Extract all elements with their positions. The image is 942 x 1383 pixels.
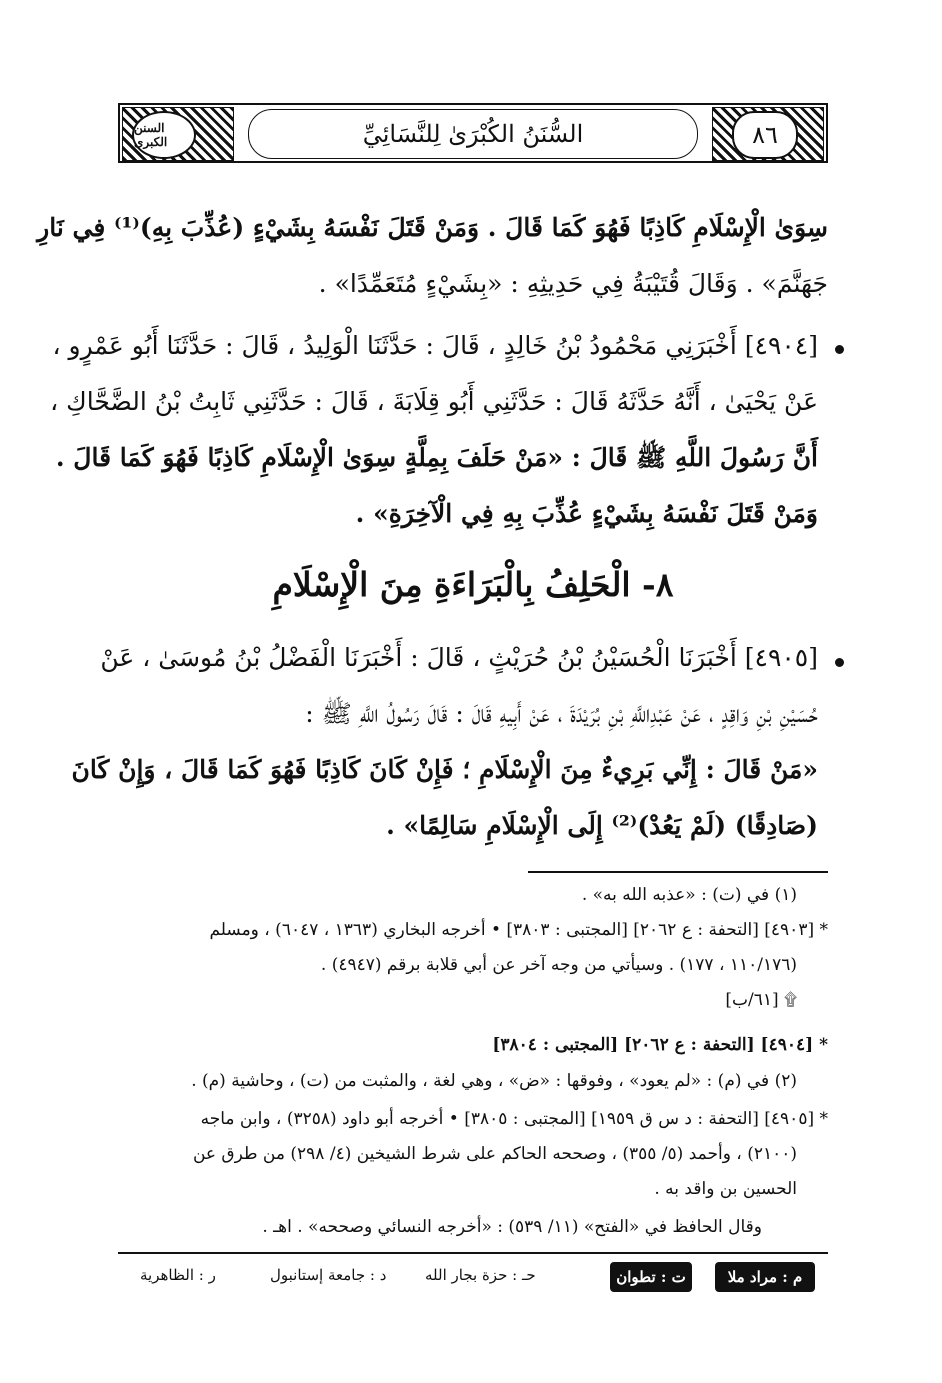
hadith-4904 <box>50 318 818 542</box>
text-line-9: «مَنْ قَالَ : إِنِّي بَرِيءٌ مِنَ الْإِسْلَامِ ؛ فَإِنْ كَانَ كَاذِبًا فَهُوَ كَمَا قَالَ ، وَإِنْ كَانَ <box>71 755 818 784</box>
text-line-5: أَنَّ رَسُولَ اللَّهِ ﷺ قَالَ : «مَنْ حَلَفَ بِمِلَّةٍ سِوَىٰ الْإِسْلَامِ كَاذِبًا فَهُوَ كَمَا قَالَ . <box>55 443 818 472</box>
manuscript-key-h: حـ : حزة بجار الله <box>425 1266 536 1284</box>
text-line-3: [٤٩٠٤] أَخْبَرَنِي مَحْمُودُ بْنُ خَالِدٍ ، قَالَ : حَدَّثَنَا الْوَلِيدُ ، قَالَ : حَدَّثَنَا أَبُو عَمْرٍو ، <box>52 331 818 360</box>
footnote-takhrij-4905-cont2: الحسين بن واقد به . <box>654 1179 797 1199</box>
text-line-2: جَهَنَّمَ» . وَقَالَ قُتَيْبَةُ فِي حَدِيثِهِ : «بِشَيْءٍ مُتَعَمِّدًا» . <box>318 269 828 298</box>
hadith-bullet-4904 <box>835 345 844 354</box>
manuscript-marker: ۩ [٦١/ب] <box>725 990 797 1010</box>
hadith-bullet-4905 <box>835 658 844 667</box>
footnote-takhrij-4904: * [٤٩٠٤] [التحفة : ع ٢٠٦٢] [المجتبى : ٣٨٠٤] <box>492 1035 828 1055</box>
footnote-2: (٢) في (م) : «لم يعود» ، وفوقها : «ض» ، وهي لغة ، والمثبت من (ت) ، وحاشية (م) . <box>191 1071 797 1091</box>
chapter-heading: ٨- الْحَلِفُ بِالْبَرَاءَةِ مِنَ الْإِسْلَامِ <box>272 565 674 604</box>
footnote-hafiz-note: وقال الحافظ في «الفتح» (١١/ ٥٣٩) : «أخرجه النسائي وصححه» . اهـ . <box>262 1217 762 1237</box>
page-number: ٨٦ <box>732 111 798 159</box>
text-line-7: [٤٩٠٥] أَخْبَرَنَا الْحُسَيْنُ بْنُ حُرَيْثٍ ، قَالَ : أَخْبَرَنَا الْفَضْلُ بْنُ مُوسَىٰ ، عَنْ <box>100 643 818 672</box>
footnote-takhrij-4905: * [٤٩٠٥] [التحفة : د س ق ١٩٥٩] [المجتبى : ٣٨٠٥] • أخرجه أبو داود (٣٢٥٨) ، وابن ماجه <box>200 1109 828 1129</box>
manuscript-key-m: م : مراد ملا <box>715 1262 815 1292</box>
hadith-4905 <box>71 630 818 854</box>
text-line-10: (صَادِقًا) (لَمْ يَعُدْ)⁽²⁾ إِلَى الْإِسْلَامِ سَالِمًا» . <box>386 811 818 840</box>
footnote-takhrij-4903: * [٤٩٠٣] [التحفة : ع ٢٠٦٢] [المجتبى : ٣٨٠٣] • أخرجه البخاري (١٣٦٣ ، ٦٠٤٧) ، ومسلم <box>209 920 828 940</box>
footnote-takhrij-4905-cont: (٢١٠٠) ، وأحمد (٥/ ٣٥٥) ، وصححه الحاكم على شرط الشيخين (٤/ ٢٩٨) من طرق عن <box>192 1144 797 1164</box>
text-line-4: عَنْ يَحْيَىٰ ، أَنَّهُ حَدَّثَهُ قَالَ : حَدَّثَنِي أَبُو قِلَابَةَ ، قَالَ : حَدَّثَنِي ثَابِتُ بْنُ الضَّحَّاكِ ، <box>50 387 818 416</box>
manuscript-key-r: ر : الظاهرية <box>140 1266 216 1284</box>
footnote-separator <box>528 871 828 873</box>
main-text-1 <box>37 200 828 312</box>
manuscript-key-d: د : جامعة إستانبول <box>270 1266 387 1284</box>
text-line-1: سِوَىٰ الْإِسْلَامِ كَاذِبًا فَهُوَ كَمَا قَالَ . وَمَنْ قَتَلَ نَفْسَهُ بِشَيْءٍ (عُذِّبَ بِهِ)⁽¹⁾ فِي نَارِ <box>37 213 828 242</box>
footnote-takhrij-4903-cont: (١١٠/١٧٦ ، ١٧٧) . وسيأتي من وجه آخر عن أبي قلابة برقم (٤٩٤٧) . <box>320 955 797 975</box>
page-header <box>118 103 828 163</box>
logo-text: السنن الكبرى <box>134 121 168 149</box>
footer-rule <box>118 1252 828 1254</box>
text-line-6: وَمَنْ قَتَلَ نَفْسَهُ بِشَيْءٍ عُذِّبَ بِهِ فِي الْآخِرَةِ» . <box>355 499 818 528</box>
text-line-8: حُسَيْنِ بْنِ وَاقِدٍ ، عَنْ عَبْدِاللَّهِ بْنِ بُرَيْدَةَ ، عَنْ أَبِيهِ قَالَ : قَالَ رَسُولُ اللَّهِ ﷺ : <box>305 699 818 728</box>
footnote-1: (١) في (ت) : «عذبه الله به» . <box>581 885 797 905</box>
manuscript-key-t: ت : تطوان <box>610 1262 692 1292</box>
book-logo <box>132 111 196 159</box>
book-title: السُّنَنُ الكُبْرَىٰ لِلنَّسَائِيِّ <box>248 109 698 159</box>
